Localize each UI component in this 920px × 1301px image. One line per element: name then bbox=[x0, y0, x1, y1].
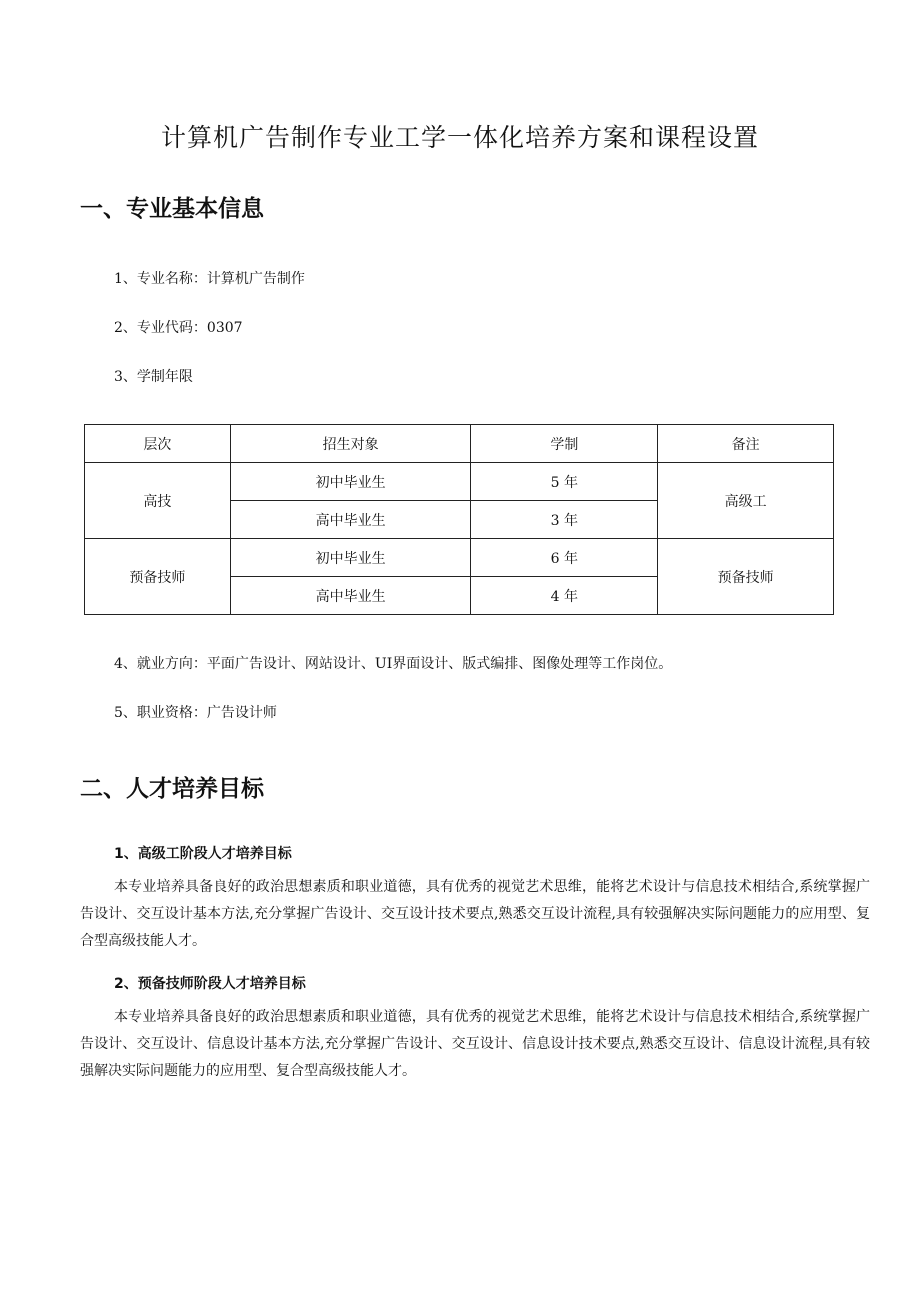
paragraph-preparatory-technician-goal: 本专业培养具备良好的政治思想素质和职业道德，具有优秀的视觉艺术思维，能将艺术设计与信息技术相结合,系统掌握广告设计、交互设计、信息设计基本方法,充分掌握广告设计、交互设计、信息设计技术要点,熟悉交互设计、信息设计流程,具有较强解决实际问题能力的应用型、复合型高级技能人才。 bbox=[80, 1009, 870, 1079]
level-cell: 预备技师 bbox=[85, 539, 231, 615]
target-cell: 高中毕业生 bbox=[230, 501, 471, 539]
study-duration-table bbox=[84, 424, 834, 615]
note-cell: 预备技师 bbox=[658, 539, 834, 615]
years-cell: 5 年 bbox=[471, 463, 658, 501]
info-qualification: 5、职业资格：广告设计师 bbox=[114, 705, 277, 721]
info-major-code: 2、专业代码：0307 bbox=[114, 320, 243, 336]
target-cell: 高中毕业生 bbox=[230, 577, 471, 615]
section-heading-basic-info: 一、专业基本信息 bbox=[80, 196, 264, 222]
level-cell: 高技 bbox=[85, 463, 231, 539]
section-heading-training-goals: 二、人才培养目标 bbox=[80, 776, 264, 802]
table-header-cell: 层次 bbox=[85, 425, 231, 463]
table-header-cell: 学制 bbox=[471, 425, 658, 463]
info-study-duration: 3、学制年限 bbox=[114, 369, 193, 385]
document-title: 计算机广告制作专业工学一体化培养方案和课程设置 bbox=[160, 123, 759, 152]
years-cell: 3 年 bbox=[471, 501, 658, 539]
years-cell: 6 年 bbox=[471, 539, 658, 577]
target-cell: 初中毕业生 bbox=[230, 463, 471, 501]
note-cell: 高级工 bbox=[658, 463, 834, 539]
info-employment: 4、就业方向：平面广告设计、网站设计、UI界面设计、版式编排、图像处理等工作岗位。 bbox=[114, 656, 673, 672]
table-header-cell: 备注 bbox=[658, 425, 834, 463]
table-row bbox=[85, 463, 834, 501]
paragraph-senior-worker-goal: 本专业培养具备良好的政治思想素质和职业道德，具有优秀的视觉艺术思维，能将艺术设计与信息技术相结合,系统掌握广告设计、交互设计基本方法,充分掌握广告设计、交互设计技术要点,熟悉交互设计流程,具有较强解决实际问题能力的应用型、复合型高级技能人才。 bbox=[80, 879, 870, 949]
info-major-name: 1、专业名称：计算机广告制作 bbox=[114, 271, 305, 287]
table-header-row bbox=[85, 425, 834, 463]
subheading-senior-worker: 1、高级工阶段人才培养目标 bbox=[114, 846, 292, 862]
years-cell: 4 年 bbox=[471, 577, 658, 615]
subheading-preparatory-technician: 2、预备技师阶段人才培养目标 bbox=[114, 976, 306, 992]
table-row bbox=[85, 539, 834, 577]
table-header-cell: 招生对象 bbox=[230, 425, 471, 463]
target-cell: 初中毕业生 bbox=[230, 539, 471, 577]
